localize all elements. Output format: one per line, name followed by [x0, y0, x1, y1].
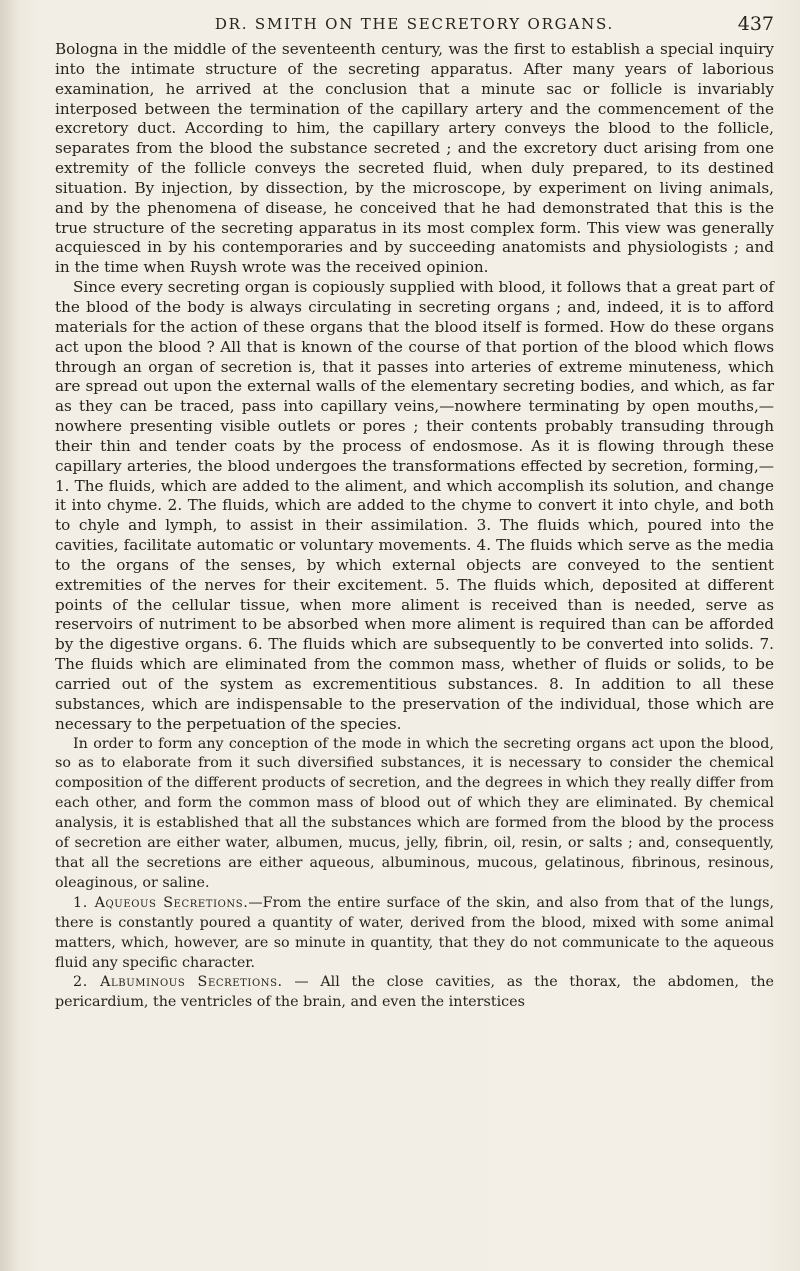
aqueous-text: —From the entire surface of the skin, and also from that of the lungs, there is constantly poured a quantity of water, derived from the blood, mixed with some animal matters, which, however, are so minute in quantity, that they do not communicate to the aqueous fluid any specific character. — [55, 894, 774, 971]
paragraph-malpighi: Bologna in the middle of the seventeenth century, was the first to establish a special inquiry into the intimate structure of the secreting apparatus. After many years of laborious examination, he arrived at the conclusion that a minute sac or follicle is invariably interposed between the termination of the capillary artery and the commencement of the excretory duct. According to him, the capillary artery conveys the blood to the follicle, separates from the blood the substance secreted ; and the excretory duct arising from one extremity of the follicle conveys the secreted fluid, when duly prepared, to its destined situation. By injection, by dissection, by the microscope, by experiment on living animals, and by the phenomena of disease, he conceived that he had demonstrated that this is the true structure of the secreting apparatus in its most complex form. This view was generally acquiesced in by his contemporaries and by succeeding anatomists and physiologists ; and in the time when Ruysh wrote was the received opinion. — [55, 40, 774, 277]
paragraph-chemical-composition: In order to form any conception of the mode in which the secreting organs act upon the blood, so as to elaborate from it such diversified substances, it is necessary to consider the chemical composition of the different products of secretion, and the degrees in which they really differ from each other, and form the common mass of blood out of which they are eliminated. By chemical analysis, it is established that all the substances which are formed from the blood by the process of secretion are either water, albumen, mucus, jelly, fibrin, oil, resin, or salts ; and, consequently, that all the secretions are either aqueous, albuminous, mucous, gelatinous, fibrinous, resinous, oleaginous, or saline. — [55, 735, 774, 891]
paragraph-blood-circulation: Since every secreting organ is copiously supplied with blood, it follows that a great part of the blood of the body is always circulating in secreting organs ; and, indeed, it is to afford materials for the action of these organs that the blood itself is formed. How do these organs act upon the blood ? All that is known of the course of that portion of the blood which flows through an organ of secretion is, that it passes into arteries of extreme minuteness, which are spread out upon the external walls of the elementary secreting bodies, and which, as far as they can be traced, pass into capillary veins,—nowhere terminating by open mouths,—nowhere presenting visible outlets or pores ; their contents probably transuding through their thin and tender coats by the process of endosmose. As it is flowing through these capillary arteries, the blood undergoes the transformations effected by secretion, forming,—1. The fluids, which are added to the aliment, and which accomplish its solution, and change it into chyme. 2. The fluids, which are added to the chyme to convert it into chyle, and both to chyle and lymph, to assist in their assimilation. 3. The fluids which, poured into the cavities, facilitate automatic or voluntary movements. 4. The fluids which serve as the media to the organs of the senses, by which external objects are conveyed to the sentient extremities of the nerves for their excitement. 5. The fluids which, deposited at different points of the cellular tissue, when more aliment is received than is needed, serve as reservoirs of nutriment to be absorbed when more aliment is required than can be afforded by the digestive organs. 6. The fluids which are subsequently to be converted into solids. 7. The fluids which are eliminated from the common mass, whether of fluids or solids, to be carried out of the system as excrementitious substances. 8. In addition to all these substances, which are indispensable to the preservation of the individual, those which are necessary to the perpetuation of the species. — [55, 278, 774, 733]
page-number: 437 — [737, 13, 774, 35]
running-title: DR. SMITH ON THE SECRETORY ORGANS. — [214, 15, 615, 33]
section-heading-aqueous: 1. Aqueous Secretions. — [73, 894, 249, 911]
binding-shadow — [0, 0, 18, 1271]
running-head — [55, 6, 774, 40]
body-text — [55, 40, 774, 1013]
albuminous-text: — All the close cavities, as the thorax, the abdomen, the pericardium, the ventricles of the brain, and even the interstices — [55, 974, 774, 1011]
section-heading-albuminous: 2. Albuminous Secretions. — [73, 974, 283, 991]
paragraph-albuminous-secretions — [55, 973, 774, 1013]
paragraph-aqueous-secretions — [55, 894, 774, 974]
